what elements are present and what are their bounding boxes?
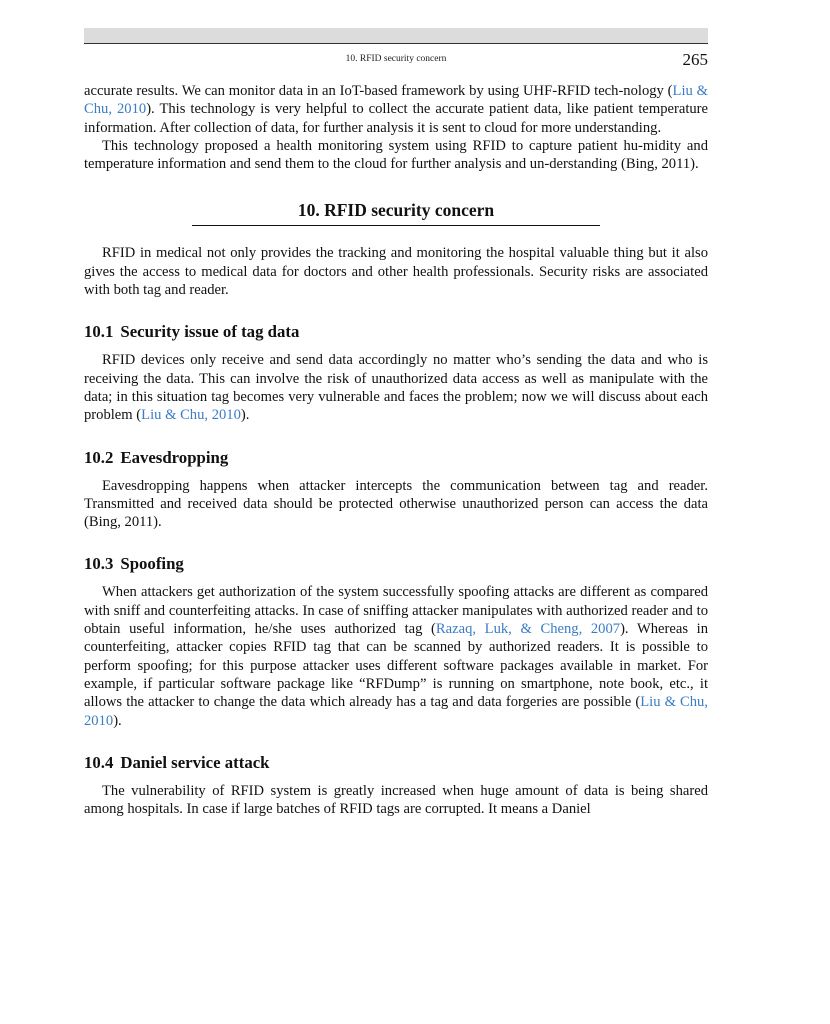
running-head-chapter: 10. RFID security concern — [345, 54, 447, 64]
subsection-heading-10-4 — [84, 752, 708, 774]
section-title: 10. RFID security concern — [192, 199, 600, 226]
subsection-paragraph-10-3 — [84, 583, 708, 729]
section-heading-wrap — [84, 199, 708, 226]
subsection-heading-10-1 — [84, 321, 708, 343]
subsection-paragraph-10-1 — [84, 351, 708, 424]
paragraph-text: When attackers get authorization of the system successfully spoofing attacks are different as compared with sniff and counterfeiting attacks. In case of sniffing attacker manipulates with authorized reader and to obtain useful information, he/she uses authorized tag ( — [84, 584, 708, 638]
subsection-title: Eavesdropping — [120, 447, 229, 467]
intro-paragraph-1 — [84, 82, 708, 137]
subsection-paragraph-10-4: The vulnerability of RFID system is greatly increased when huge amount of data is being shared among hospitals. In case if large batches of RFID tags are corrupted. It means a Daniel — [84, 782, 708, 818]
citation-link[interactable]: Liu & Chu, 2010 — [141, 407, 241, 424]
header-bar — [84, 28, 708, 44]
subsection-number: 10.4 — [84, 752, 114, 772]
subsection-heading-10-3 — [84, 553, 708, 575]
intro-text: ). This technology is very helpful to collect the accurate patient data, like patient temperature information. After collection of data, for further analysis it is sent to cloud for more understanding. — [84, 101, 709, 136]
subsection-title: Spoofing — [120, 554, 184, 574]
subsection-title: Security issue of tag data — [120, 322, 300, 342]
subsection-number: 10.2 — [84, 447, 114, 467]
citation-link[interactable]: Liu & Chu, 2010 — [84, 83, 708, 118]
citation-link[interactable]: Liu & Chu, 2010 — [84, 694, 708, 729]
page-number: 265 — [682, 50, 708, 69]
section-paragraph: RFID in medical not only provides the tracking and monitoring the hospital valuable thing but it also gives the access to medical data for doctors and other health professionals. Security risks are associated with both tag and reader. — [84, 245, 708, 299]
subsection-number: 10.3 — [84, 554, 114, 574]
paragraph-text: RFID devices only receive and send data accordingly no matter who’s sending the data and who is receiving the data. This can involve the risk of unauthorized data access as well as manipulate with the data; in this situation tag becomes very vulnerable and faces the problem; now we will discuss about each problem ( — [84, 352, 708, 424]
running-head — [84, 50, 708, 72]
citation-link[interactable]: Razaq, Luk, & Cheng, 2007 — [435, 621, 621, 638]
intro-text: accurate results. We can monitor data in an IoT-based framework by using UHF-RFID tech-nology ( — [84, 83, 673, 99]
paragraph-text: ). Whereas in counterfeiting, attacker copies RFID tag that can be scanned by authorized readers. It is possible to perform spoofing; for this purpose attacker uses different software packages available in market. For example, if particular software package like “RFDump” is running on smartphone, note book, etc., it allows the attacker to change the data which already has a tag and data forgeries are possible ( — [84, 621, 708, 711]
subsection-title: Daniel service attack — [120, 752, 270, 772]
page-content — [84, 82, 708, 818]
intro-paragraph-2: This technology proposed a health monitoring system using RFID to capture patient hu-midity and temperature information and send them to the cloud for further analysis and un-derstanding (Bing, 2011). — [84, 137, 708, 173]
paragraph-text: ). — [240, 407, 250, 424]
subsection-heading-10-2 — [84, 447, 708, 469]
paragraph-text: ). — [113, 712, 122, 729]
subsection-number: 10.1 — [84, 322, 114, 342]
subsection-paragraph-10-2: Eavesdropping happens when attacker intercepts the communication between tag and reader. Transmitted and received data should be protected otherwise unauthorized person can access the data (Bing, 2011). — [84, 477, 708, 531]
